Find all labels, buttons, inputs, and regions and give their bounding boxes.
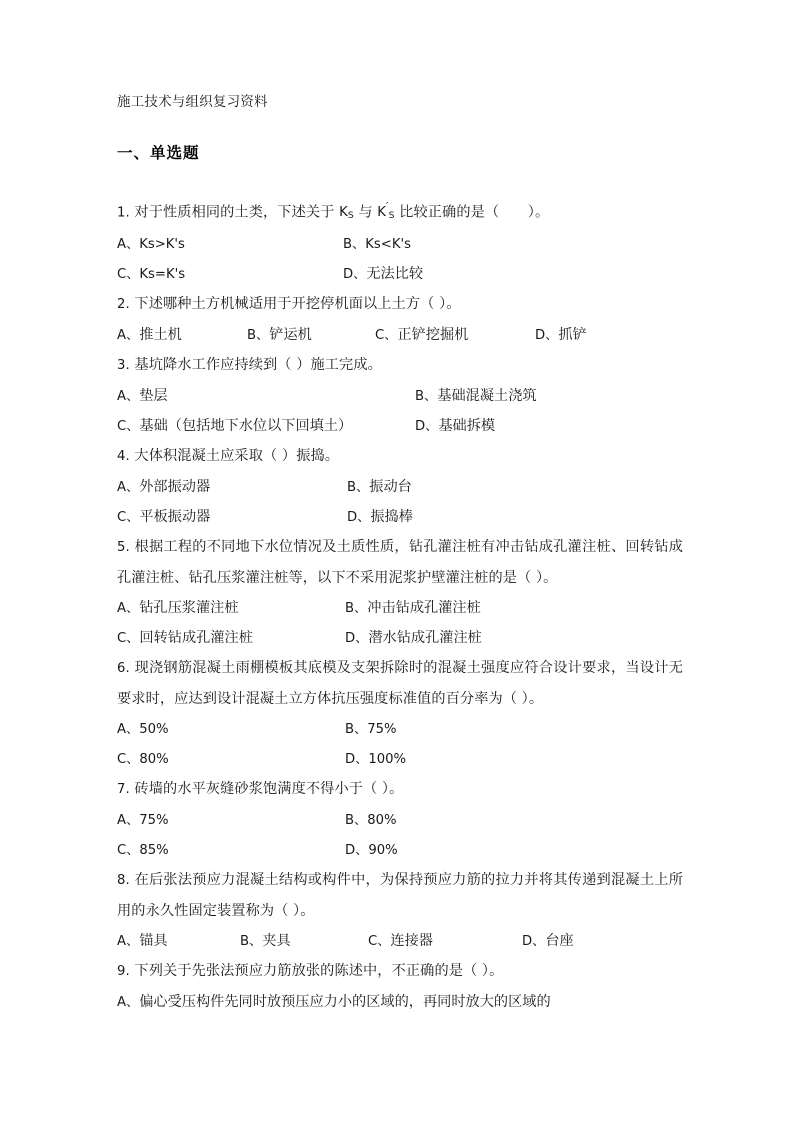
question-6-options-row-2	[117, 744, 683, 774]
question-7-stem-text: 砖墙的水平灰缝砂浆饱满度不得小于（ ）。	[134, 780, 404, 797]
symbol-ks-prime-1: $K'_S$	[377, 199, 395, 222]
question-1-option-c[interactable]: C、Ks=K's	[117, 266, 186, 282]
question-2-stem-text: 下述哪种土方机械适用于开挖停机面以上土方（ ）。	[134, 295, 461, 312]
question-7	[117, 774, 683, 865]
question-7-option-c[interactable]: C、85%	[117, 842, 169, 858]
question-6	[117, 653, 683, 774]
question-1-number: 1.	[117, 204, 130, 220]
question-4-stem-text: 大体积混凝土应采取（ ）振捣。	[134, 447, 340, 464]
question-4-option-b[interactable]: B、振动台	[347, 478, 412, 495]
question-5-option-a[interactable]: A、钻孔压浆灌注桩	[117, 599, 239, 616]
question-8-stem	[117, 865, 683, 926]
question-2-option-d[interactable]: D、抓铲	[535, 326, 587, 343]
question-4-options-row-1	[117, 472, 683, 502]
question-1-stem	[117, 193, 683, 229]
question-2-option-a[interactable]: A、推土机	[117, 326, 182, 343]
question-2-option-b[interactable]: B、铲运机	[247, 326, 312, 343]
question-4-option-c[interactable]: C、平板振动器	[117, 508, 211, 525]
question-5-number: 5.	[117, 539, 130, 555]
question-3-option-b[interactable]: B、基础混凝土浇筑	[415, 387, 537, 404]
question-3-options-row-1	[117, 381, 683, 411]
question-1-stem-lead: 对于性质相同的土类，下述关于	[134, 203, 340, 220]
question-3-option-d[interactable]: D、基础拆模	[415, 417, 496, 434]
question-1-option-d[interactable]: D、无法比较	[343, 265, 424, 282]
question-3-number: 3.	[117, 357, 130, 373]
question-3-stem-text: 基坑降水工作应持续到（ ）施工完成。	[134, 356, 382, 373]
question-7-stem	[117, 774, 683, 805]
question-3-stem	[117, 350, 683, 381]
question-4-options-row-2	[117, 502, 683, 532]
question-5-stem	[117, 532, 683, 593]
question-1-options-row-2	[117, 259, 683, 289]
question-6-option-c[interactable]: C、80%	[117, 751, 169, 767]
question-8-option-a[interactable]: A、锚具	[117, 932, 168, 949]
question-5-option-b[interactable]: B、冲击钻成孔灌注桩	[345, 599, 481, 616]
question-6-stem-text: 现浇钢筋混凝土雨棚模板其底模及支架拆除时的混凝土强度应符合设计要求，当设计无要求时，应达到设计混凝土立方体抗压强度标准值的百分率为（ ）。	[117, 659, 683, 707]
question-4-number: 4.	[117, 448, 130, 464]
question-7-option-b[interactable]: B、80%	[345, 812, 397, 828]
question-6-option-b[interactable]: B、75%	[345, 721, 397, 737]
section-heading-single-choice: 一、单选题	[117, 144, 200, 163]
question-6-option-d[interactable]: D、100%	[345, 751, 407, 767]
question-4-option-d[interactable]: D、振捣棒	[347, 508, 413, 525]
question-9	[117, 956, 683, 1017]
question-9-stem	[117, 956, 683, 987]
question-6-options-row-1	[117, 714, 683, 744]
question-6-number: 6.	[117, 660, 130, 676]
question-1-stem-mid: 与	[353, 203, 378, 220]
question-6-option-a[interactable]: A、50%	[117, 721, 169, 737]
document-title: 施工技术与组织复习资料	[117, 94, 268, 110]
question-7-option-d[interactable]: D、90%	[345, 842, 398, 858]
question-2-number: 2.	[117, 296, 130, 312]
question-4-option-a[interactable]: A、外部振动器	[117, 478, 211, 495]
question-8-option-d[interactable]: D、台座	[522, 932, 574, 949]
question-9-option-a[interactable]: A、偏心受压构件先同时放预压应力小的区域的，再同时放大的区域的	[117, 993, 551, 1010]
question-8-options-row-1	[117, 926, 683, 956]
question-2-options-row-1	[117, 320, 683, 350]
question-9-number: 9.	[117, 963, 130, 979]
question-7-option-a[interactable]: A、75%	[117, 812, 169, 828]
question-3-option-c[interactable]: C、基础（包括地下水位以下回填土）	[117, 417, 353, 434]
question-7-number: 7.	[117, 781, 130, 797]
question-5-option-d[interactable]: D、潜水钻成孔灌注桩	[345, 629, 482, 646]
question-5-stem-text: 根据工程的不同地下水位情况及土质性质，钻孔灌注桩有冲击钻成孔灌注桩、回转钻成孔灌注桩、钻孔压浆灌注桩等，以下不采用泥浆护壁灌注桩的是（ ）。	[117, 538, 683, 586]
question-1-options-row-1	[117, 229, 683, 259]
question-2-stem	[117, 289, 683, 320]
question-4	[117, 441, 683, 532]
question-5	[117, 532, 683, 653]
document-body	[117, 92, 683, 1017]
question-8-option-c[interactable]: C、连接器	[368, 932, 433, 949]
question-2-option-c[interactable]: C、正铲挖掘机	[375, 326, 469, 343]
question-5-options-row-1	[117, 593, 683, 623]
question-3	[117, 350, 683, 441]
question-1-option-b[interactable]: B、Ks<K's	[343, 236, 411, 252]
question-5-option-c[interactable]: C、回转钻成孔灌注桩	[117, 629, 253, 646]
question-9-stem-text: 下列关于先张法预应力筋放张的陈述中，不正确的是（ ）。	[134, 962, 504, 979]
question-1-option-a[interactable]: A、Ks>K's	[117, 236, 185, 252]
symbol-ks-1: $K_S$	[339, 204, 354, 222]
question-8-stem-text: 在后张法预应力混凝土结构或构件中，为保持预应力筋的拉力并将其传递到混凝土上所用的永久性固定装置称为（ ）。	[117, 871, 683, 919]
question-8	[117, 865, 683, 956]
question-9-options-row-1	[117, 987, 683, 1017]
question-1	[117, 193, 683, 289]
question-3-option-a[interactable]: A、垫层	[117, 387, 168, 404]
question-7-options-row-1	[117, 805, 683, 835]
question-8-option-b[interactable]: B、夹具	[240, 932, 291, 949]
question-6-stem	[117, 653, 683, 714]
question-7-options-row-2	[117, 835, 683, 865]
question-8-number: 8.	[117, 872, 130, 888]
question-3-options-row-2	[117, 411, 683, 441]
question-1-stem-tail: 比较正确的是（ ）。	[394, 203, 550, 220]
question-5-options-row-2	[117, 623, 683, 653]
question-2	[117, 289, 683, 350]
question-4-stem	[117, 441, 683, 472]
